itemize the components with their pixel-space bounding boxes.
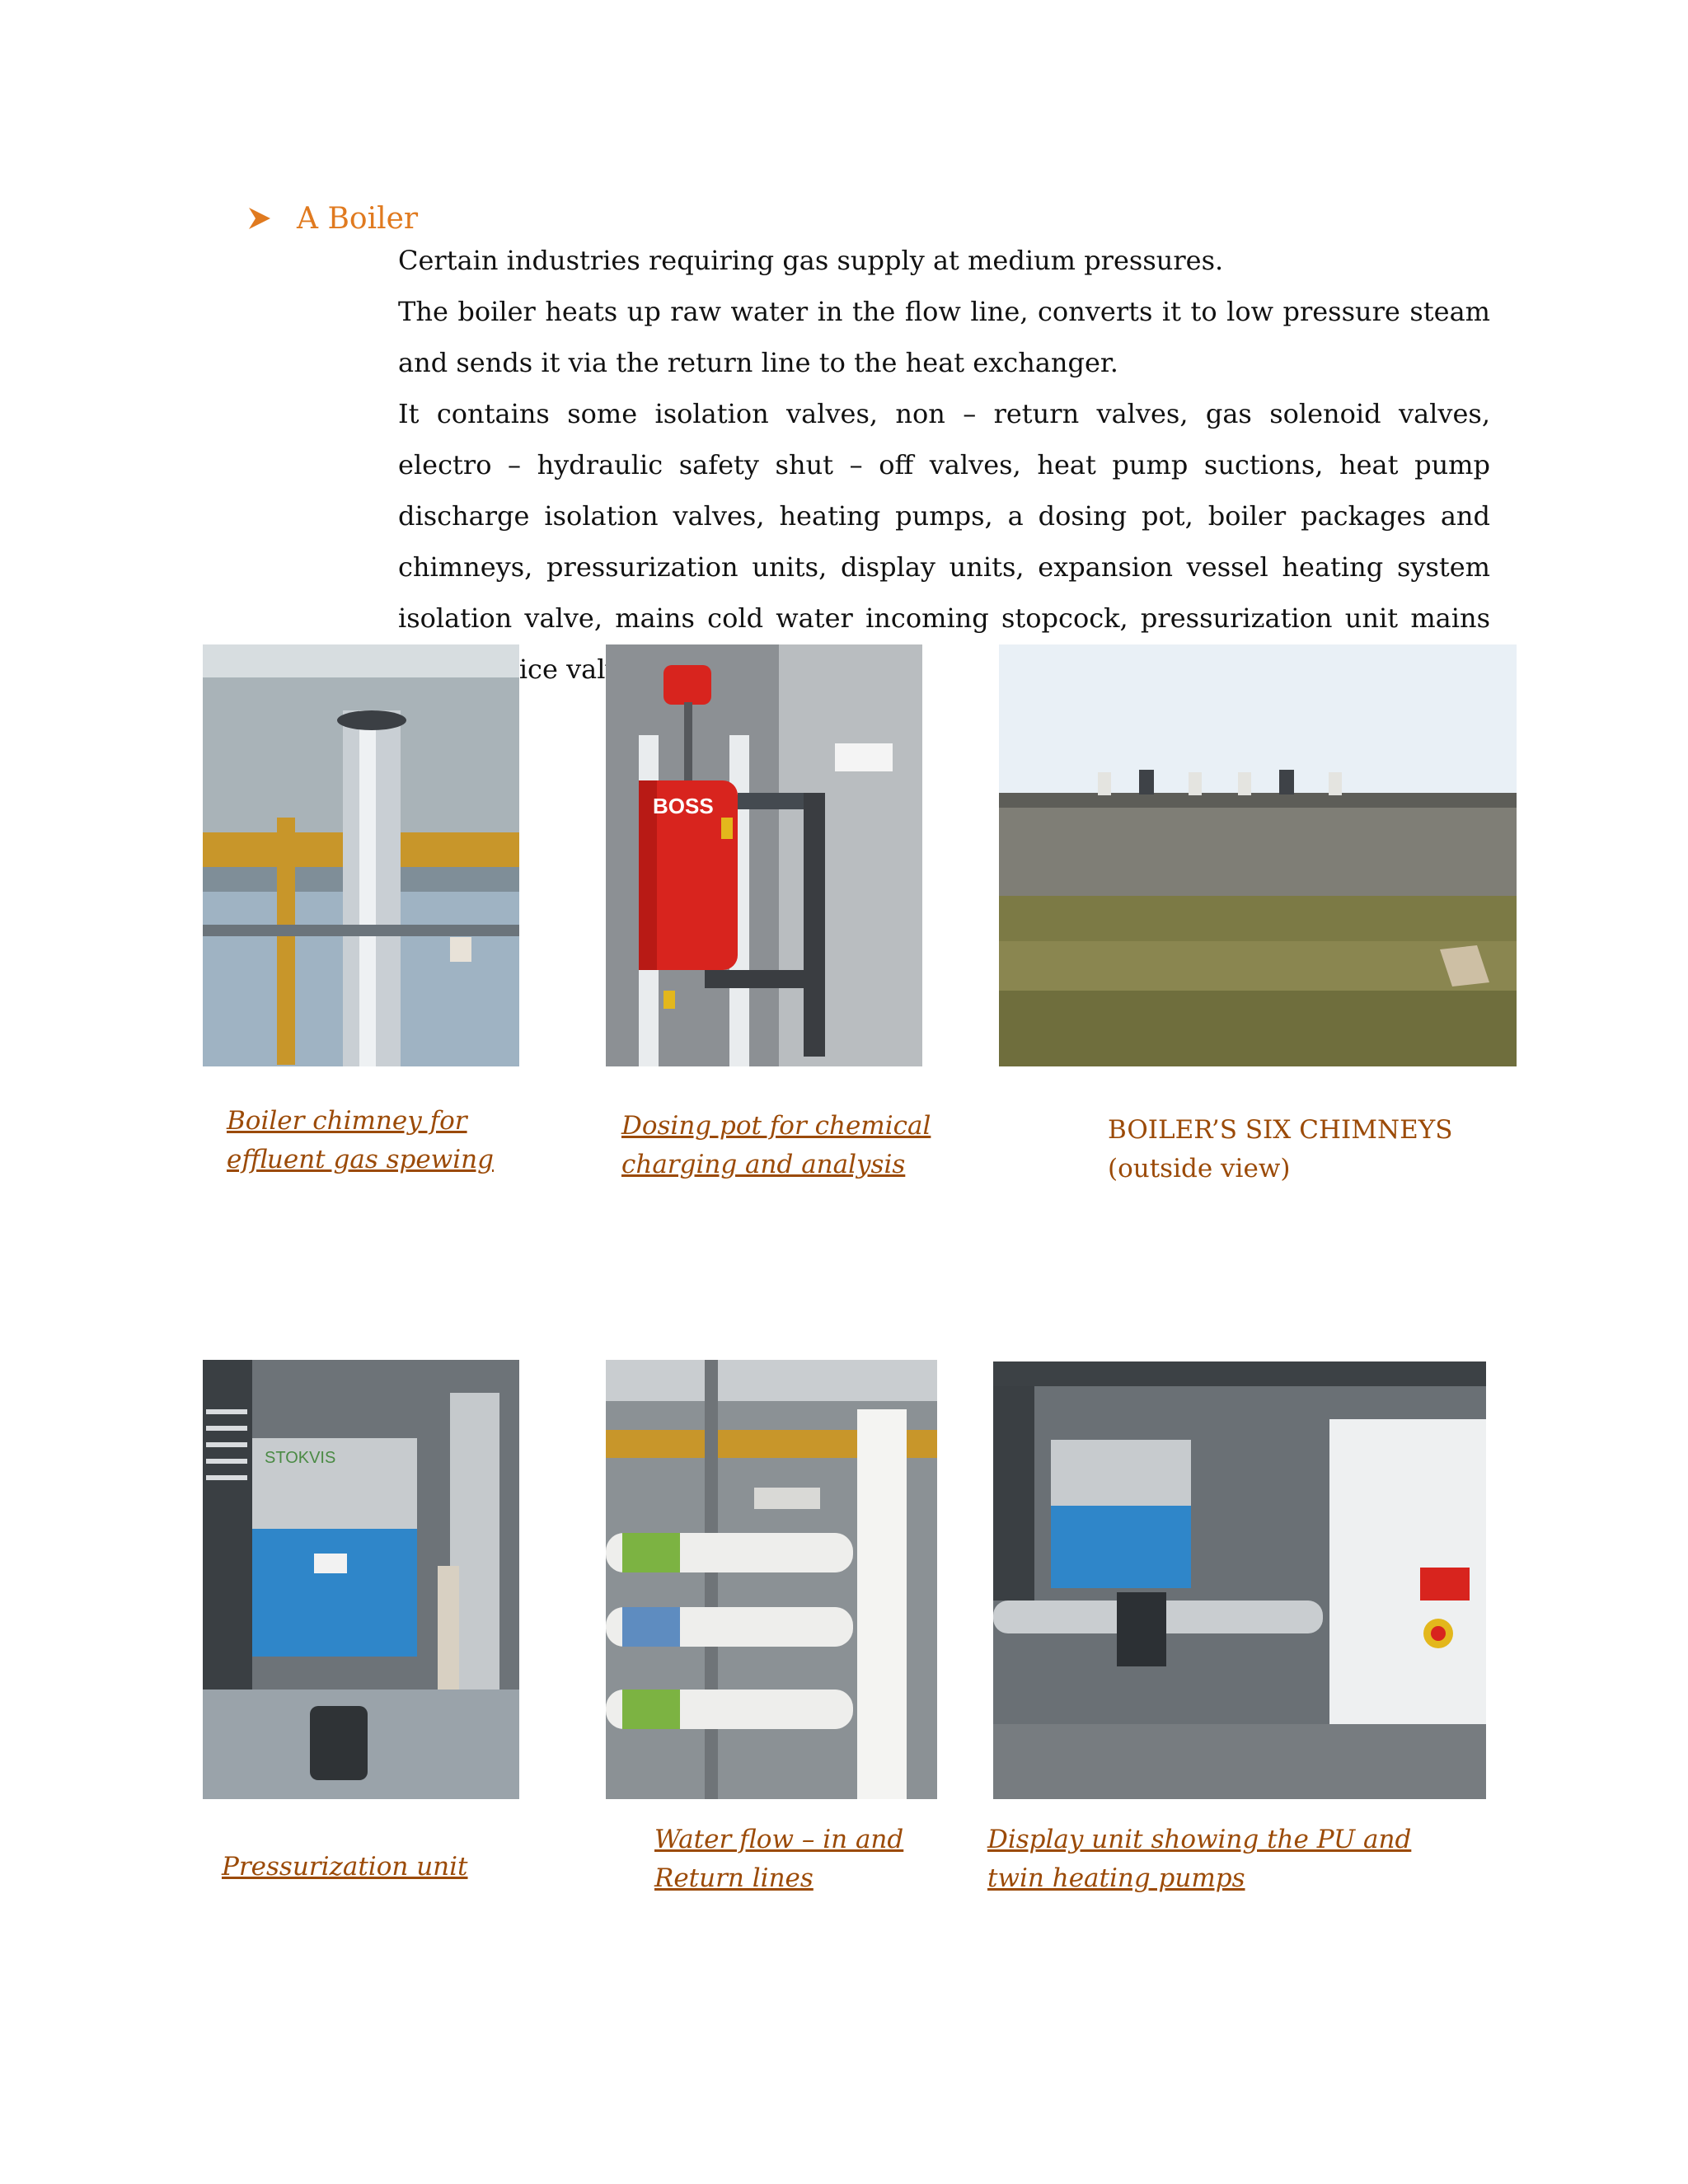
dosing-pot-photo (606, 644, 922, 1066)
caption-water-flow[interactable]: Water flow – in and Return lines (654, 1825, 904, 1893)
caption-dosing-pot[interactable]: Dosing pot for chemical charging and analysis (621, 1111, 931, 1179)
arrow-bullet-icon (247, 206, 272, 231)
six-chimneys-photo (999, 644, 1517, 1066)
paragraph: The boiler heats up raw water in the flow line, converts it to low pressure steam and sends it via the return line to the heat exchanger. (398, 296, 1490, 378)
paragraph: Certain industries requiring gas supply at medium pressures. (398, 245, 1224, 276)
body-text (398, 235, 1490, 695)
caption-six-chimneys: BOILER’S SIX CHIMNEYS (outside view) (1108, 1115, 1453, 1183)
caption-boiler-chimney[interactable]: Boiler chimney for effluent gas spewing (227, 1106, 494, 1174)
water-flow-photo (606, 1360, 937, 1799)
caption-pressurization-unit[interactable]: Pressurization unit (222, 1852, 468, 1882)
pressurization-brand: STOKVIS (265, 1449, 336, 1467)
display-unit-photo (993, 1361, 1486, 1799)
pressurization-unit-photo (203, 1360, 519, 1799)
boiler-chimney-photo (203, 644, 519, 1066)
paragraph: It contains some isolation valves, non – return valves, gas solenoid valves, electro – hydraulic safety shut – off valves, heat pump suctions, heat pump discharge isolation valves, heating pumps, a dosing pot, boiler packages and chimneys, pressurization units, display units, expansion vessel heating system isolation valve, mains cold water incoming stopcock, pressurization unit mains valve, (398, 398, 1490, 685)
section-heading (247, 198, 418, 239)
caption-display-unit[interactable]: Display unit showing the PU and twin heating pumps (987, 1825, 1412, 1893)
dosing-pot-brand: BOSS (653, 794, 714, 818)
section-title: A Boiler (297, 201, 419, 236)
